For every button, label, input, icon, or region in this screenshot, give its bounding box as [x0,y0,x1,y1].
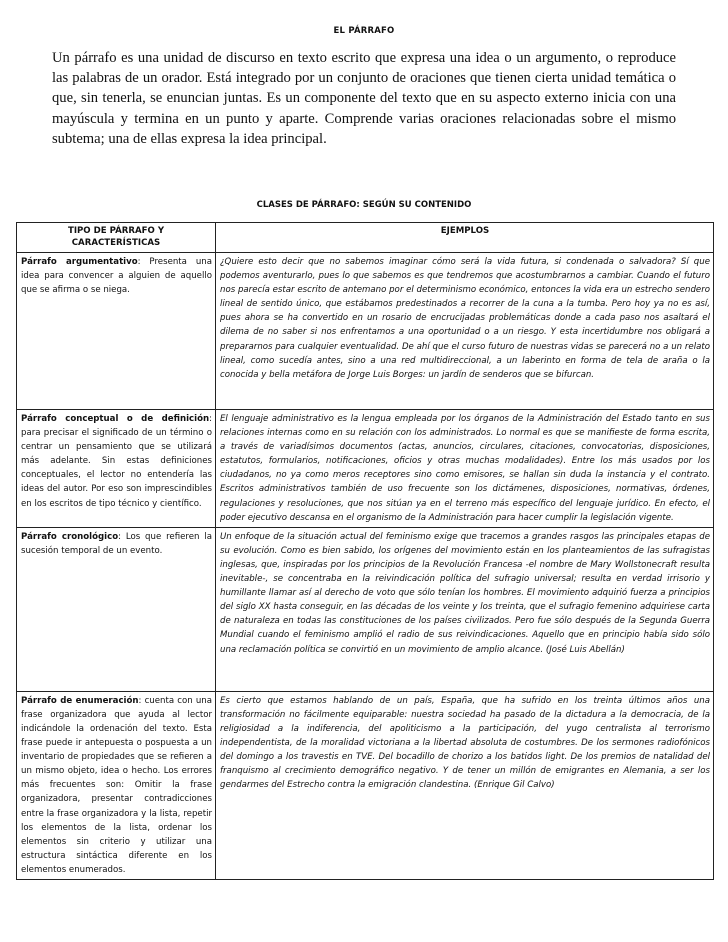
type-cell [17,253,216,410]
header-examples: EJEMPLOS [216,223,714,253]
example-cell: El lenguaje administrativo es la lengua empleada por los órganos de la Administración del Estado tanto en sus relaciones internas como en su relación con los administrados. Lo normal es que se manifieste de forma escrita, a través de variadísimos documentos (actas, anuncios, circulares, citaciones, convocatorias, disposiciones, estatutos, formularios, notificaciones, oficios y otras muchas modalidades). Entre los más usados por los ciudadanos, no ya como meros receptores sino como emisores, se hallan sin duda la instancia y el contrato. Escritos administrativos también de uso frecuente son los dictámenes, disposiciones, normativas, órdenes, regulaciones y resoluciones, que nos sitúan ya en el terreno más específico del lenguaje jurídico. En efecto, el poder ejecutivo descansa en el organismo de la Administración para hacer cumplir la legislación vigente. [216,410,714,528]
paragraph-types-table [16,222,714,880]
type-description: : cuenta con una frase organizadora que ayuda al lector indicándole la ordenación del texto. Esta frase puede ir antepuesta o pospuesta a un inventario de propiedades que se refieren a un mismo objeto, idea o hecho. Los errores más frecuentes son: Omitir la frase organizadora, presentar contradicciones entre la frase organizadora y la lista, repetir los elementos de la lista, ordenar los elementos sin criterio y utilizar una estructura sintáctica diferente en los elementos enumerados. [21,695,212,875]
table-title: CLASES DE PÁRRAFO: SEGÚN SU CONTENIDO [256,200,472,210]
type-cell [17,691,216,879]
type-description: : para precisar el significado de un término o centrar un pensamiento que se utilizará más adelante. Sin estas definiciones conceptuales, el lector no entendería las ideas del autor. Por eso son imprescindibles en los escritos de tipo técnico y científico. [21,414,212,509]
table-row [17,253,714,410]
intro-paragraph: Un párrafo es una unidad de discurso en texto escrito que expresa una idea o un argumento, o reproduce las palabras de un orador. Está integrado por un conjunto de oraciones que tienen cierta unidad temática o que, sin tenerla, se enuncian juntas. Es un componente del texto que en su aspecto externo inicia con una mayúscula y termina en un punto y aparte. Comprende varias oraciones relacionadas sobre el mismo subtema; una de ellas expresa la idea principal. [52,50,676,147]
type-cell [17,527,216,691]
type-name: Párrafo de enumeración [21,695,139,706]
type-name: Párrafo cronológico [21,531,119,542]
example-cell: Un enfoque de la situación actual del feminismo exige que tracemos a grandes rasgos las principales etapas de su evolución. Como es bien sabido, los orígenes del movimiento están en los planteamientos de las sufragistas inglesas, que, inspiradas por los principios de la Revolución Francesa -el nombre de Mary Wollstonecraft resulta inevitable-, se concentraba en la reivindicación política del sufragio universal; resulta en verdad irrisorio y humillante llamar así al derecho de voto que sólo tenían los hombres. El movimiento adquirió fuerza a principios del siglo XX hasta conseguir, en las décadas de los veinte y los treinta, que el sufragio femenino adquiriese carta de naturaleza en todas las constituciones de los países civilizados. Pero fue sólo después de la Segunda Guerra Mundial cuando el feminismo amplió el radio de sus reivindicaciones. Aquello que en principio había sido sólo una reclamación política se convirtió en un movimiento de amplio alcance. (José Luis Abellán) [216,527,714,691]
type-name: Párrafo argumentativo [21,257,138,267]
table-header-row [17,223,714,253]
header-type: TIPO DE PÁRRAFO Y CARACTERÍSTICAS [17,223,216,253]
table-row [17,691,714,879]
example-cell: ¿Quiere esto decir que no sabemos imaginar cómo será la vida futura, si condenada o salvadora? Sí que podemos aventurarlo, pues lo que sabemos es que tendremos que acostumbrarnos a cambiar. Cuando el futuro nos parecía estar escrito de antemano por el determinismo económico, entonces la vida era un estrecho sendero lineal de sentido único, que estábamos predestinados a recorrer de la cuna a la tumba. Pero hoy ya no es así, pues ahora se ha convertido en un rosario de encrucijadas problemáticas donde a cada paso nos asaltará el dilema de no saber si nos enfrentamos a una oportunidad o a un riesgo. Y esta incertidumbre nos obligará a prepararnos para cualquier eventualidad. De ahí que el curso futuro de nuestras vidas se parecerá no a un relato lineal, como sucedía antes, sino a una red multidireccional, a un laberinto en forma de tela de araña o la conocida y bella metáfora de Jorge Luis Borges: un jardín de senderos que se bifurcan. [216,253,714,410]
type-description: : Los que refieren la sucesión temporal de un evento. [21,531,212,556]
type-description: : Presenta una idea para convencer a alguien de aquello que se afirma o se niega. [21,257,212,296]
table-row [17,410,714,528]
type-cell [17,410,216,528]
example-cell: Es cierto que estamos hablando de un país, España, que ha sufrido en los treinta últimos años una transformación no fácilmente equiparable: nuestra sociedad ha pasado de la dictadura a la democracia, de la religiosidad a la indiferencia, del apoliticismo a la participación, del yugo centralista al terrorismo independentista, de la moralidad victoriana a la libertad absoluta de costumbres. De los sermones radiofónicos del domingo a los travestis en TVE. Del bocadillo de chorizo a los batidos light. De los premios de natalidad del franquismo al crecimiento demográfico negativo. Y de tener un millón de emigrantes en Alemania, a ser los gendarmes del Estrecho contra la emigración clandestina. (Enrique Gil Calvo) [216,691,714,879]
type-name: Párrafo conceptual o de definición [21,414,210,424]
table-row [17,527,714,691]
document-title: EL PÁRRAFO [333,26,395,36]
